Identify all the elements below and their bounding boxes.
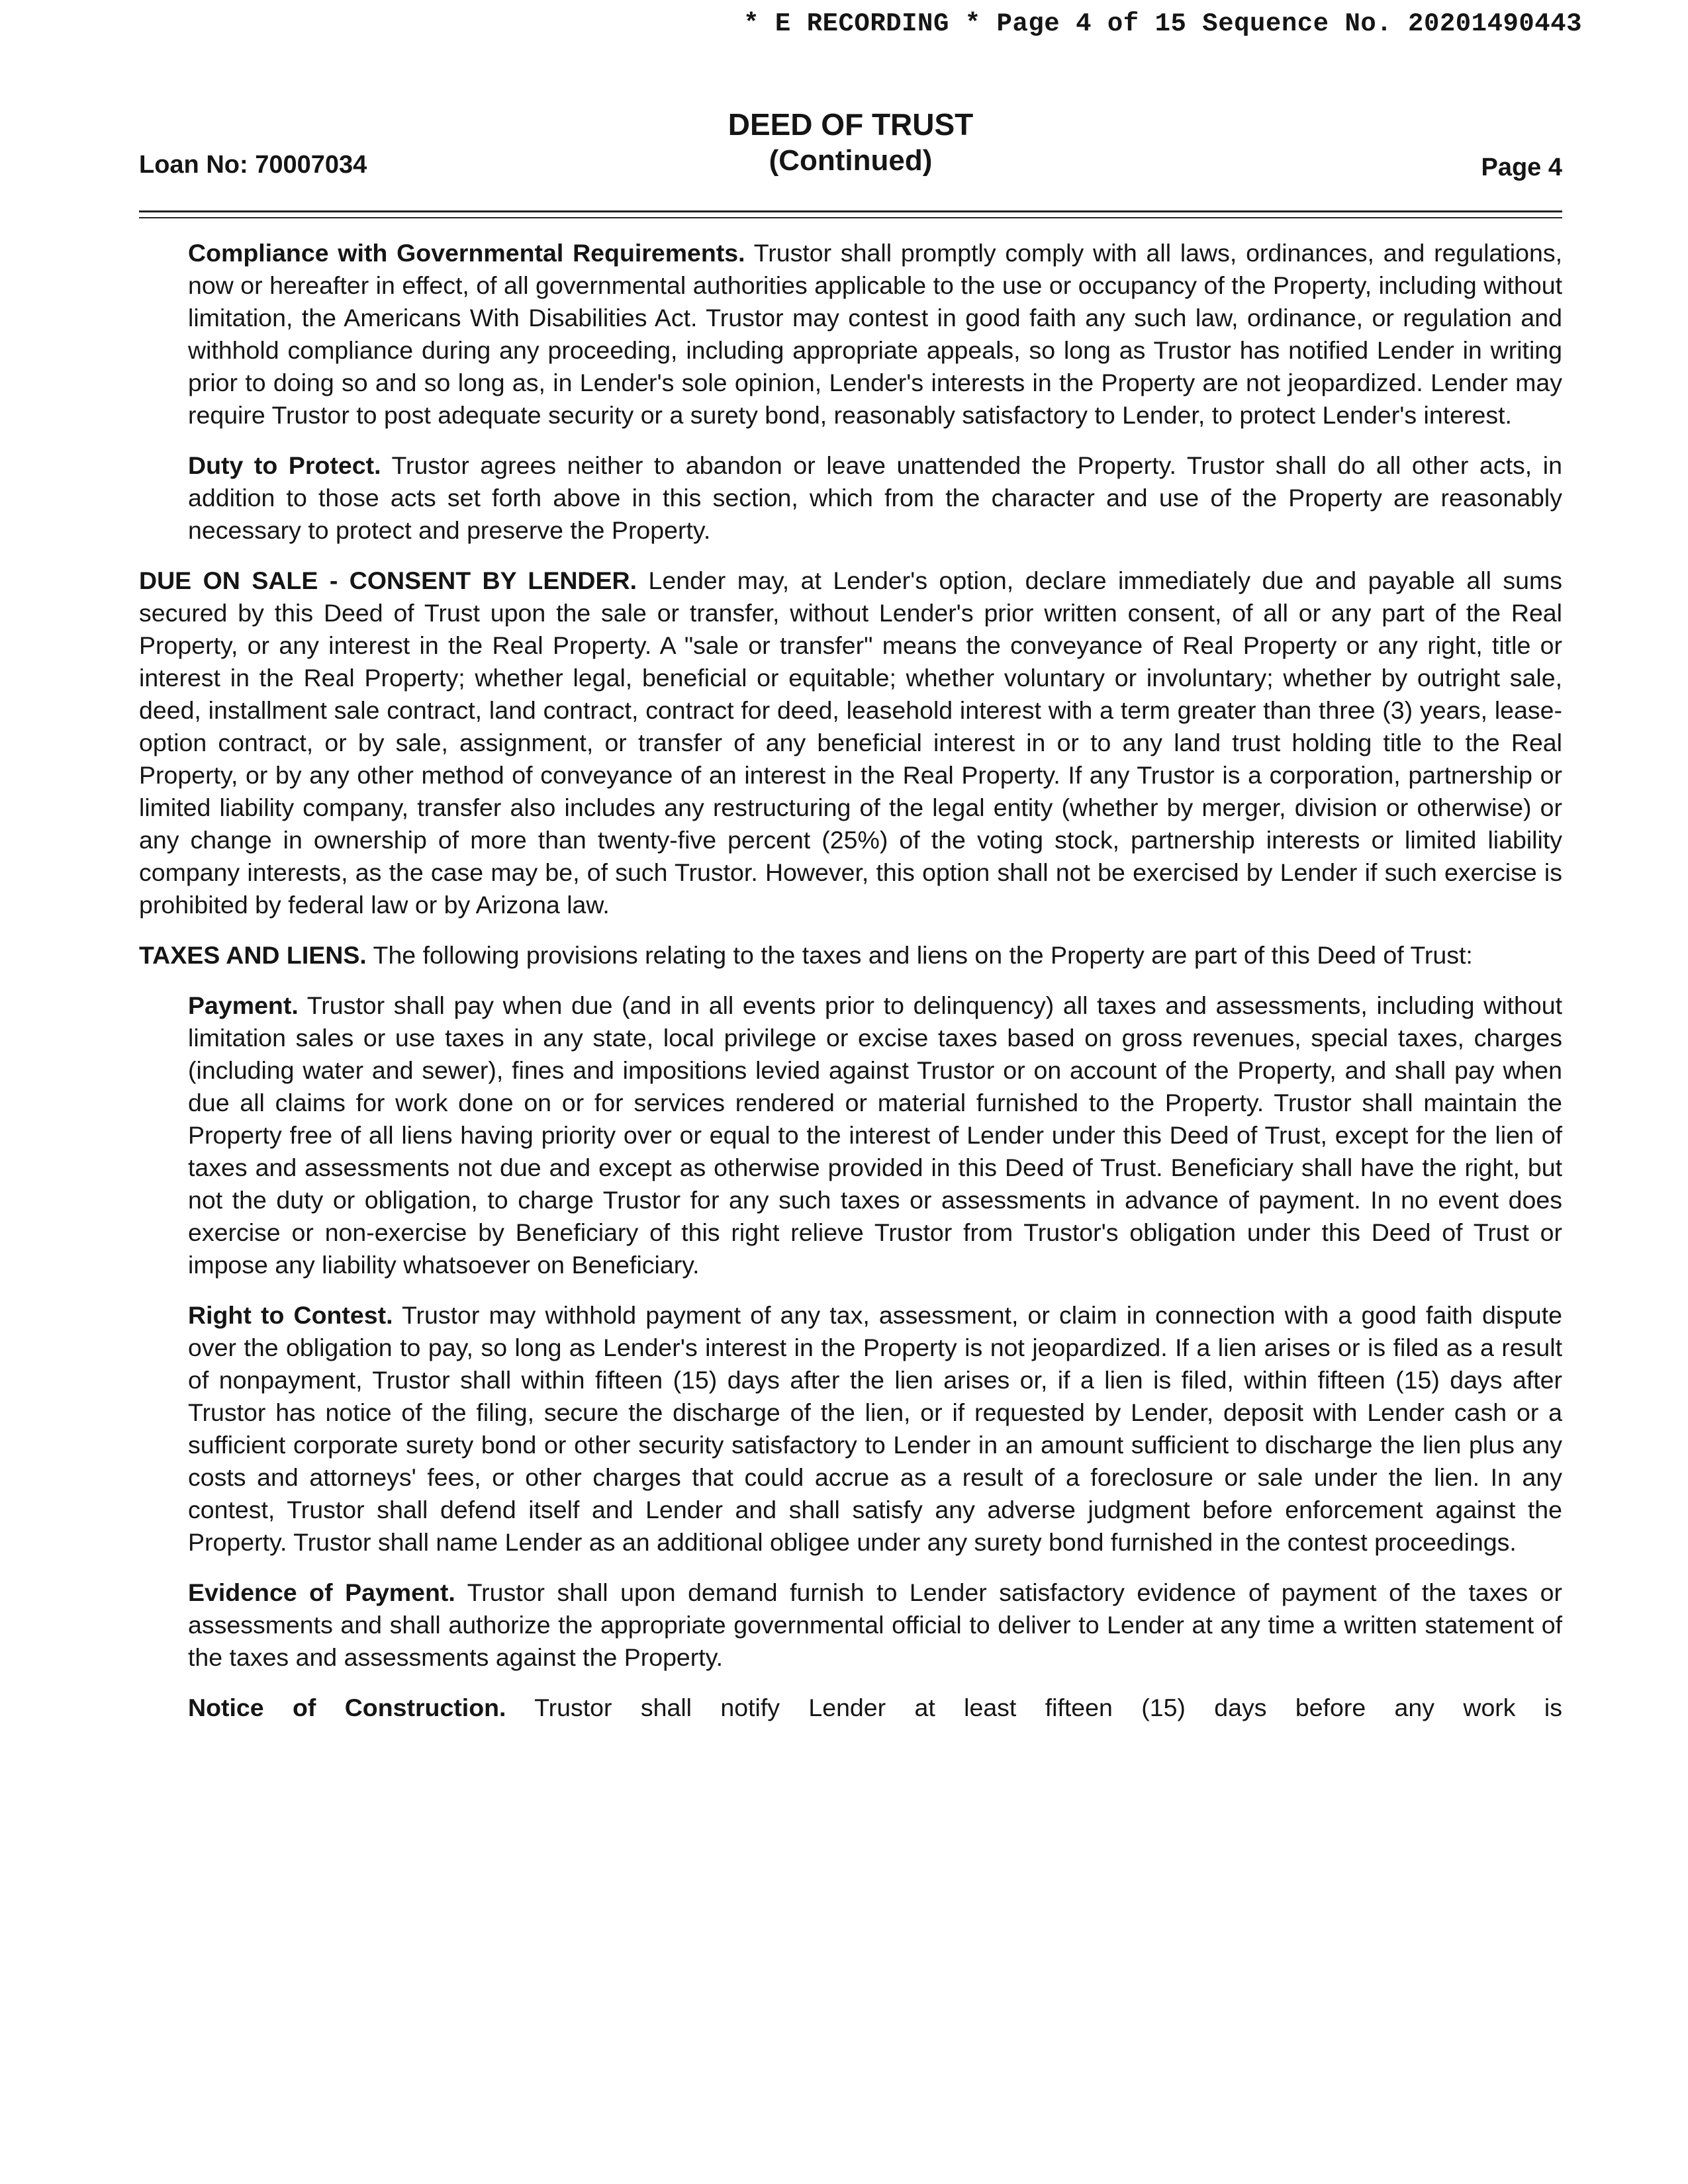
paragraph-duty-to-protect <box>188 449 1562 547</box>
page-number: Page 4 <box>1481 154 1562 181</box>
loan-number: Loan No: 70007034 <box>139 151 367 179</box>
paragraph-text: The following provisions relating to the taxes and liens on the Property are part of this Deed of Trust: <box>373 941 1473 969</box>
paragraph-taxes-and-liens <box>139 939 1562 972</box>
paragraph-heading: Compliance with Governmental Requirements. <box>188 239 745 267</box>
paragraph-heading: Evidence of Payment. <box>188 1578 455 1606</box>
document-header <box>139 106 1562 192</box>
recording-header: * E RECORDING * Page 4 of 15 Sequence No. 20201490443 <box>743 9 1582 38</box>
paragraph-heading: Payment. <box>188 991 299 1019</box>
paragraph-payment <box>188 989 1562 1281</box>
paragraph-right-to-contest <box>188 1299 1562 1559</box>
paragraph-heading: Notice of Construction. <box>188 1694 506 1721</box>
paragraph-text: Trustor shall upon demand furnish to Lender satisfactory evidence of payment of the taxes or assessments and shall authorize the appropriate governmental official to deliver to Lender at any time a written statement of the taxes and assessments against the Property. <box>188 1578 1562 1671</box>
header-rule-top <box>139 210 1562 212</box>
paragraph-text: Trustor shall pay when due (and in all events prior to delinquency) all taxes and assessments, including without limitation sales or use taxes in any state, local privilege or excise taxes based on gross revenues, special taxes, charges (including water and sewer), fines and impositions levied against Trustor or on account of the Property, and shall pay when due all claims for work done on or for services rendered or material furnished to the Property. Trustor shall maintain the Property free of all liens having priority over or equal to the interest of Lender under this Deed of Trust, except for the lien of taxes and assessments not due and except as otherwise provided in this Deed of Trust. Beneficiary shall have the right, but not the duty or obligation, to charge Trustor for any such taxes or assessments in advance of payment. In no event does exercise or non-exercise by Beneficiary of this right relieve Trustor from Trustor's obligation under this Deed of Trust or impose any liability whatsoever on Beneficiary. <box>188 991 1562 1279</box>
paragraph-compliance <box>188 237 1562 432</box>
paragraph-text: Trustor shall notify Lender at least fifteen (15) days before any work is <box>534 1694 1562 1721</box>
document-title: DEED OF TRUST <box>727 107 974 142</box>
paragraph-due-on-sale <box>139 565 1562 921</box>
paragraph-heading: DUE ON SALE - CONSENT BY LENDER. <box>139 567 637 594</box>
paragraph-text: Trustor agrees neither to abandon or leave unattended the Property. Trustor shall do all other acts, in addition to those acts set forth above in this section, which from the character and use of the Property are reasonably necessary to protect and preserve the Property. <box>188 451 1562 544</box>
document-subtitle: (Continued) <box>769 144 933 177</box>
paragraph-text: Trustor shall promptly comply with all laws, ordinances, and regulations, now or hereafter in effect, of all governmental authorities applicable to the use or occupancy of the Property, including without limitation, the Americans With Disabilities Act. Trustor may contest in good faith any such law, ordinance, or regulation and withhold compliance during any proceeding, including appropriate appeals, so long as Trustor has notified Lender in writing prior to doing so and so long as, in Lender's sole opinion, Lender's interests in the Property are not jeopardized. Lender may require Trustor to post adequate security or a surety bond, reasonably satisfactory to Lender, to protect Lender's interest. <box>188 239 1562 429</box>
paragraph-heading: TAXES AND LIENS. <box>139 941 367 969</box>
header-rule-bottom <box>139 217 1562 218</box>
paragraph-evidence-of-payment <box>188 1576 1562 1674</box>
paragraph-notice-of-construction <box>188 1692 1562 1724</box>
document-body <box>139 237 1562 1724</box>
paragraph-heading: Duty to Protect. <box>188 451 381 479</box>
title-block <box>139 106 1562 179</box>
paragraph-text: Lender may, at Lender's option, declare immediately due and payable all sums secured by this Deed of Trust upon the sale or transfer, without Lender's prior written consent, of all or any part of the Real Property, or any interest in the Real Property. A "sale or transfer" means the conveyance of Real Property or any right, title or interest in the Real Property; whether legal, beneficial or equitable; whether voluntary or involuntary; whether by outright sale, deed, installment sale contract, land contract, contract for deed, leasehold interest with a term greater than three (3) years, lease-option contract, or by sale, assignment, or transfer of any beneficial interest in or to any land trust holding title to the Real Property, or by any other method of conveyance of an interest in the Real Property. If any Trustor is a corporation, partnership or limited liability company, transfer also includes any restructuring of the legal entity (whether by merger, division or otherwise) or any change in ownership of more than twenty-five percent (25%) of the voting stock, partnership interests or limited liability company interests, as the case may be, of such Trustor. However, this option shall not be exercised by Lender if such exercise is prohibited by federal law or by Arizona law. <box>139 567 1562 919</box>
paragraph-text: Trustor may withhold payment of any tax, assessment, or claim in connection with a good faith dispute over the obligation to pay, so long as Lender's interest in the Property is not jeopardized. If a lien arises or is filed as a result of nonpayment, Trustor shall within fifteen (15) days after the lien arises or, if a lien is filed, within fifteen (15) days after Trustor has notice of the filing, secure the discharge of the lien, or if requested by Lender, deposit with Lender cash or a sufficient corporate surety bond or other security satisfactory to Lender in an amount sufficient to discharge the lien plus any costs and attorneys' fees, or other charges that could accrue as a result of a foreclosure or sale under the lien. In any contest, Trustor shall defend itself and Lender and shall satisfy any adverse judgment before enforcement against the Property. Trustor shall name Lender as an additional obligee under any surety bond furnished in the contest proceedings. <box>188 1301 1562 1556</box>
paragraph-heading: Right to Contest. <box>188 1301 393 1329</box>
